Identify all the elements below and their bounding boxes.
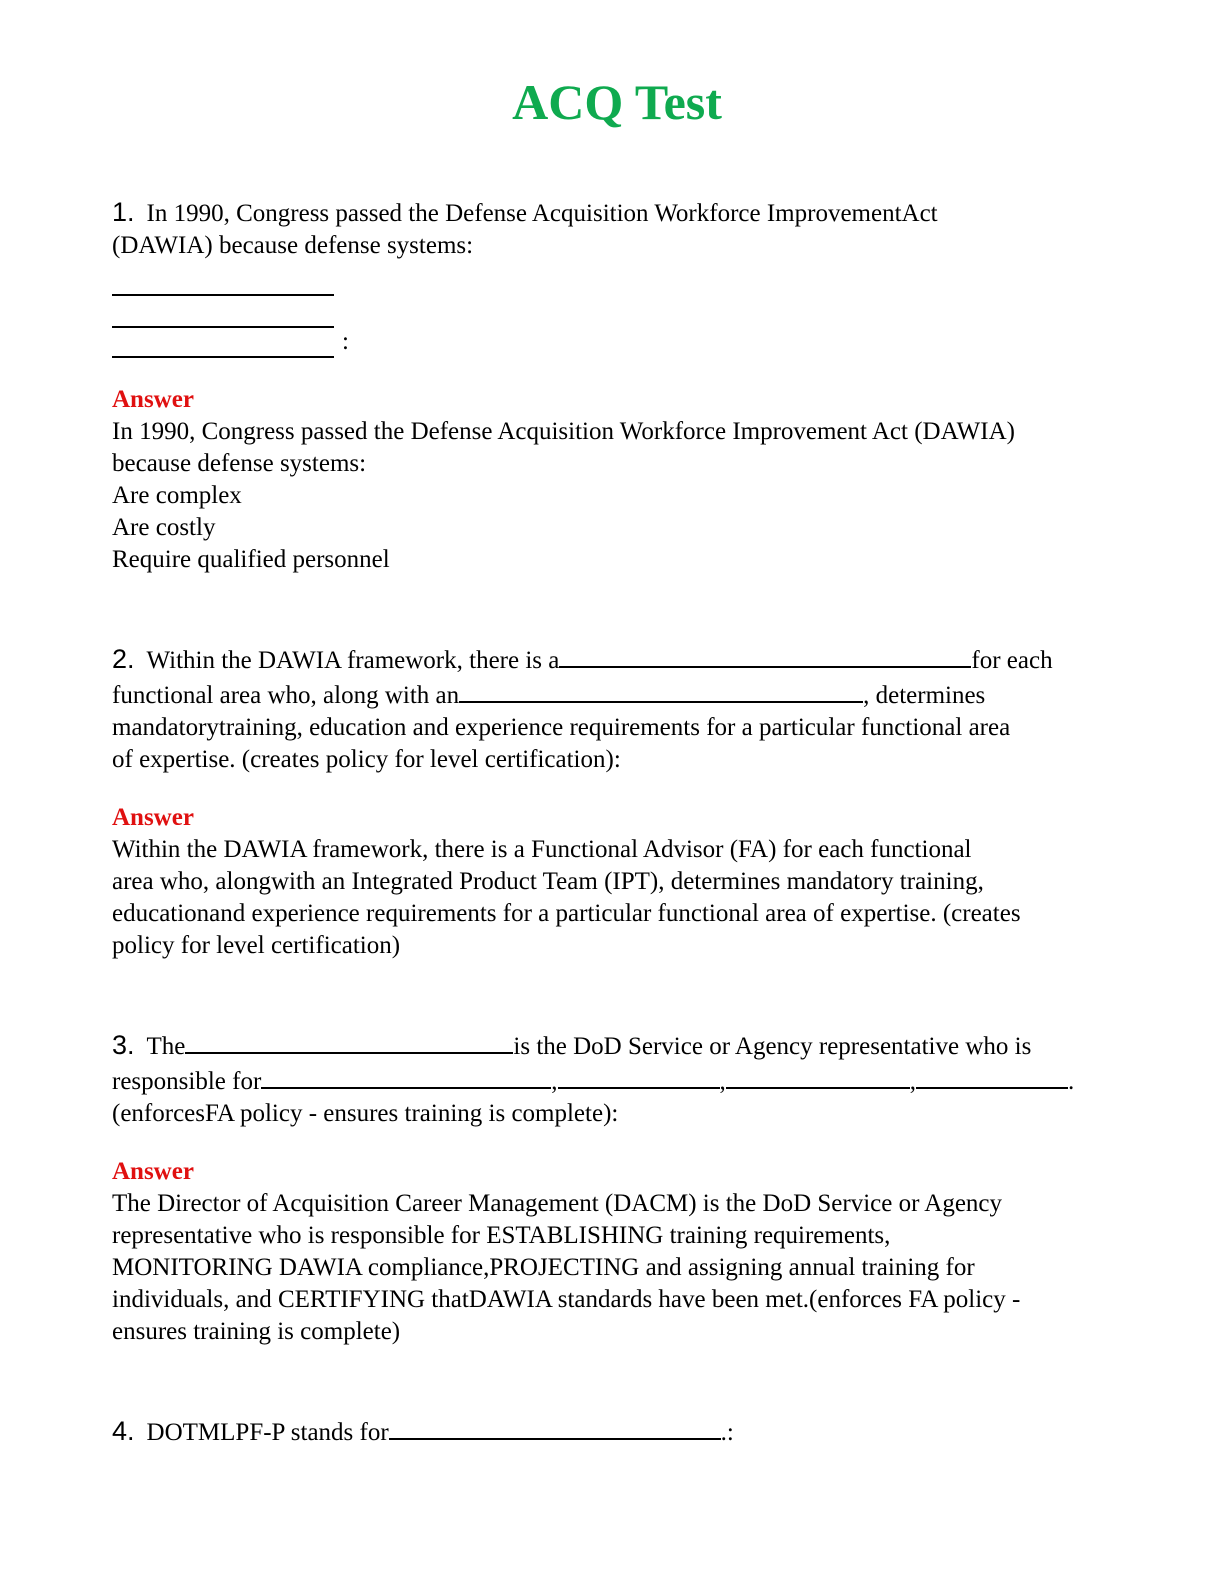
question-text: .: (720, 1419, 734, 1446)
answer-label: Answer (112, 1158, 194, 1185)
answer-line: Are complex (112, 482, 242, 509)
question-text: for each (971, 647, 1053, 674)
question-number: 3. (112, 1030, 135, 1060)
question-number: 1. (112, 197, 135, 227)
question-4 (112, 1414, 1122, 1449)
blank-line[interactable] (112, 326, 334, 358)
comma: , (909, 1068, 917, 1095)
answer-line: area who, alongwith an Integrated Product Team (IPT), determines mandatory training, (112, 868, 984, 895)
answer-3 (112, 1156, 1122, 1348)
answer-line: because defense systems: (112, 450, 367, 477)
blank-line[interactable] (559, 642, 971, 668)
answer-line: Are costly (112, 514, 216, 541)
answer-line: MONITORING DAWIA compliance,PROJECTING and assigning annual training for (112, 1254, 975, 1281)
question-text: is the DoD Service or Agency representative who is (513, 1033, 1032, 1060)
answer-label: Answer (112, 386, 194, 413)
question-2 (112, 642, 1122, 776)
answer-label: Answer (112, 804, 194, 831)
question-text: mandatorytraining, education and experience requirements for a particular functional area (112, 714, 1011, 741)
blank-line[interactable] (916, 1063, 1068, 1089)
question-text: of expertise. (creates policy for level certification): (112, 746, 621, 773)
answer-line: policy for level certification) (112, 932, 401, 959)
question-text: The (146, 1033, 186, 1060)
blank-line[interactable] (112, 296, 334, 328)
question-3 (112, 1028, 1122, 1130)
answer-line: Within the DAWIA framework, there is a Functional Advisor (FA) for each functional (112, 836, 972, 863)
blank-line[interactable] (261, 1063, 551, 1089)
blank-line[interactable] (185, 1028, 513, 1054)
question-text: , determines (863, 682, 986, 709)
answer-line: representative who is responsible for ESTABLISHING training requirements, (112, 1222, 891, 1249)
blank-line[interactable] (389, 1414, 721, 1440)
answer-line: In 1990, Congress passed the Defense Acquisition Workforce Improvement Act (DAWIA) (112, 418, 1015, 445)
blank-line[interactable] (558, 1063, 720, 1089)
question-1-blanks (112, 264, 1122, 358)
answer-line: Require qualified personnel (112, 546, 390, 573)
comma: , (719, 1068, 726, 1095)
question-number: 4. (112, 1416, 135, 1446)
period: . (1068, 1068, 1075, 1095)
question-text: (DAWIA) because defense systems: (112, 232, 474, 259)
answer-line: educationand experience requirements for a particular functional area of expertise. (creates (112, 900, 1021, 927)
page-title: ACQ Test (512, 74, 722, 130)
blank-line[interactable] (459, 677, 863, 703)
question-text: In 1990, Congress passed the Defense Acquisition Workforce ImprovementAct (146, 200, 938, 227)
answer-1 (112, 384, 1122, 576)
question-text: DOTMLPF-P stands for (146, 1419, 389, 1446)
question-text: responsible for (112, 1068, 262, 1095)
answer-line: individuals, and CERTIFYING thatDAWIA standards have been met.(enforces FA policy - (112, 1286, 1021, 1313)
answer-line: The Director of Acquisition Career Management (DACM) is the DoD Service or Agency (112, 1190, 1003, 1217)
question-number: 2. (112, 644, 135, 674)
comma: , (551, 1068, 558, 1095)
question-1 (112, 196, 1122, 262)
question-text: (enforcesFA policy - ensures training is complete): (112, 1100, 619, 1127)
blank-trail: : (342, 328, 349, 355)
question-text: Within the DAWIA framework, there is a (146, 647, 560, 674)
blank-line[interactable] (112, 264, 334, 296)
blank-line[interactable] (726, 1063, 910, 1089)
answer-2 (112, 802, 1122, 962)
question-text: functional area who, along with an (112, 682, 460, 709)
answer-line: ensures training is complete) (112, 1318, 401, 1345)
